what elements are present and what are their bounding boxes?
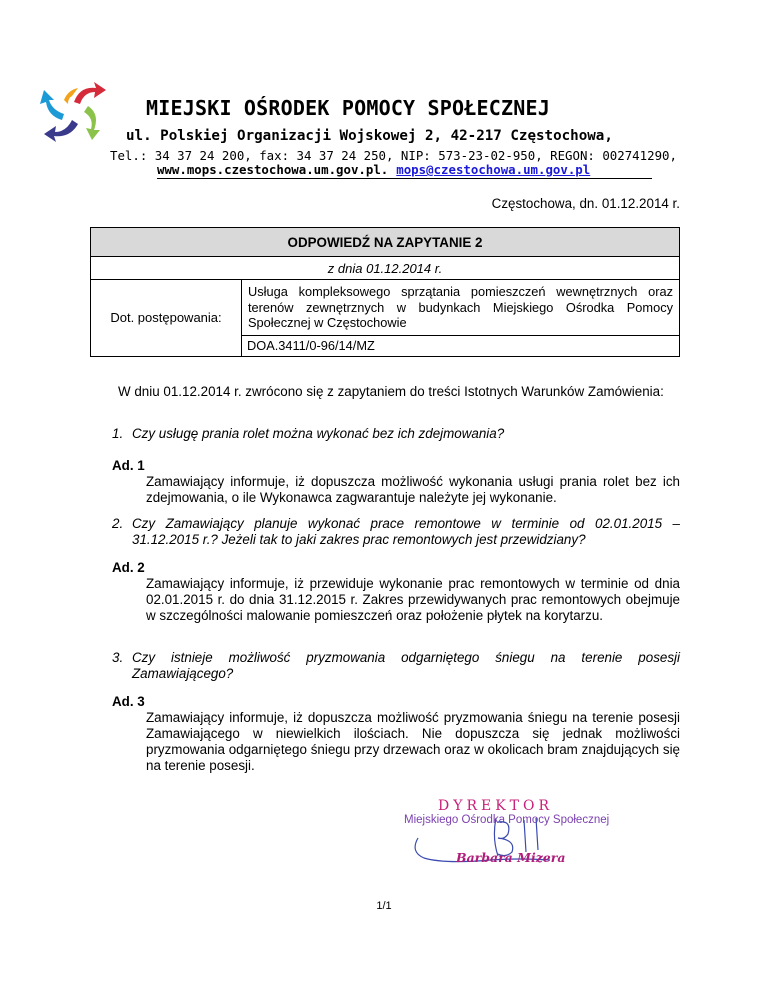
answer-label-2: Ad. 2 xyxy=(112,560,145,575)
answer-1: Zamawiający informuje, iż dopuszcza możliwość wykonania usługi prania rolet bez ich zdejmowania, o ile Wykonawca zagwarantuje należyte jej wykonanie. xyxy=(146,474,680,505)
question-number: 2. xyxy=(112,516,124,531)
org-address: ul. Polskiej Organizacji Wojskowej 2, 42-217 Częstochowa, xyxy=(126,128,613,144)
logo-arrows-icon xyxy=(34,80,114,146)
procedure-subject: Usługa kompleksowego sprzątania pomieszczeń wewnętrznych oraz terenów zewnętrznych w budynkach Miejskiego Ośrodka Pomocy Społecznej w Częstochowie xyxy=(242,280,680,336)
answer-label-1: Ad. 1 xyxy=(112,458,145,473)
org-name: MIEJSKI OŚRODEK POMOCY SPOŁECZNEJ xyxy=(146,96,550,120)
intro-paragraph: W dniu 01.12.2014 r. zwrócono się z zapytaniem do treści Istotnych Warunków Zamówienia: xyxy=(118,384,664,399)
document-date: Częstochowa, dn. 01.12.2014 r. xyxy=(491,196,680,211)
question-text: Czy usługę prania rolet można wykonać bez ich zdejmowania? xyxy=(132,426,505,441)
stamp-title: DYREKTOR xyxy=(438,798,554,814)
website-link[interactable]: www.mops.czestochowa.um.gov.pl. xyxy=(157,162,389,177)
org-contact: Tel.: 34 37 24 200, fax: 34 37 24 250, NIP: 573-23-02-950, REGON: 002741290, xyxy=(110,148,677,163)
document-subtitle-date: z dnia 01.12.2014 r. xyxy=(91,257,680,280)
procedure-label: Dot. postępowania: xyxy=(91,280,242,357)
question-number: 1. xyxy=(112,426,124,441)
question-number: 3. xyxy=(112,650,124,665)
stamp-signatory-name: Barbara Mizera xyxy=(456,850,566,865)
answer-label-3: Ad. 3 xyxy=(112,694,145,709)
question-2 xyxy=(112,516,680,548)
page-number: 1/1 xyxy=(376,900,392,912)
document-title: ODPOWIEDŹ NA ZAPYTANIE 2 xyxy=(91,228,680,257)
answer-2: Zamawiający informuje, iż przewiduje wykonanie prac remontowych w terminie od dnia 02.01.2015 r. do dnia 31.12.2015 r. Zakres przewidywanych prac remontowych obejmuje w szczególności malowanie pomieszczeń oraz położenie płytek na korytarzu. xyxy=(146,576,680,623)
header-divider xyxy=(157,178,652,179)
procedure-reference: DOA.3411/0-96/14/MZ xyxy=(242,335,680,356)
email-link[interactable]: mops@czestochowa.um.gov.pl xyxy=(396,162,591,177)
org-web-line xyxy=(157,162,590,177)
question-1 xyxy=(112,426,680,442)
stamp-organization: Miejskiego Ośrodka Pomocy Społecznej xyxy=(404,814,610,826)
answer-3: Zamawiający informuje, iż dopuszcza możliwość pryzmowania śniegu na terenie posesji Zamawiającego w niewielkich ilościach. Nie dopuszcza się jednak możliwości pryzmowania odgarniętego śniegu przy drzewach oraz w okolicach bram znajdujących się na terenie posesji. xyxy=(146,710,680,773)
question-text: Czy istnieje możliwość pryzmowania odgarniętego śniegu na terenie posesji Zamawiającego? xyxy=(132,650,680,681)
info-table xyxy=(90,227,680,357)
question-text: Czy Zamawiający planuje wykonać prace remontowe w terminie od 02.01.2015 – 31.12.2015 r.? Jeżeli tak to jaki zakres prac remontowych jest przewidziany? xyxy=(132,516,680,547)
question-3 xyxy=(112,650,680,682)
director-stamp xyxy=(400,798,630,868)
